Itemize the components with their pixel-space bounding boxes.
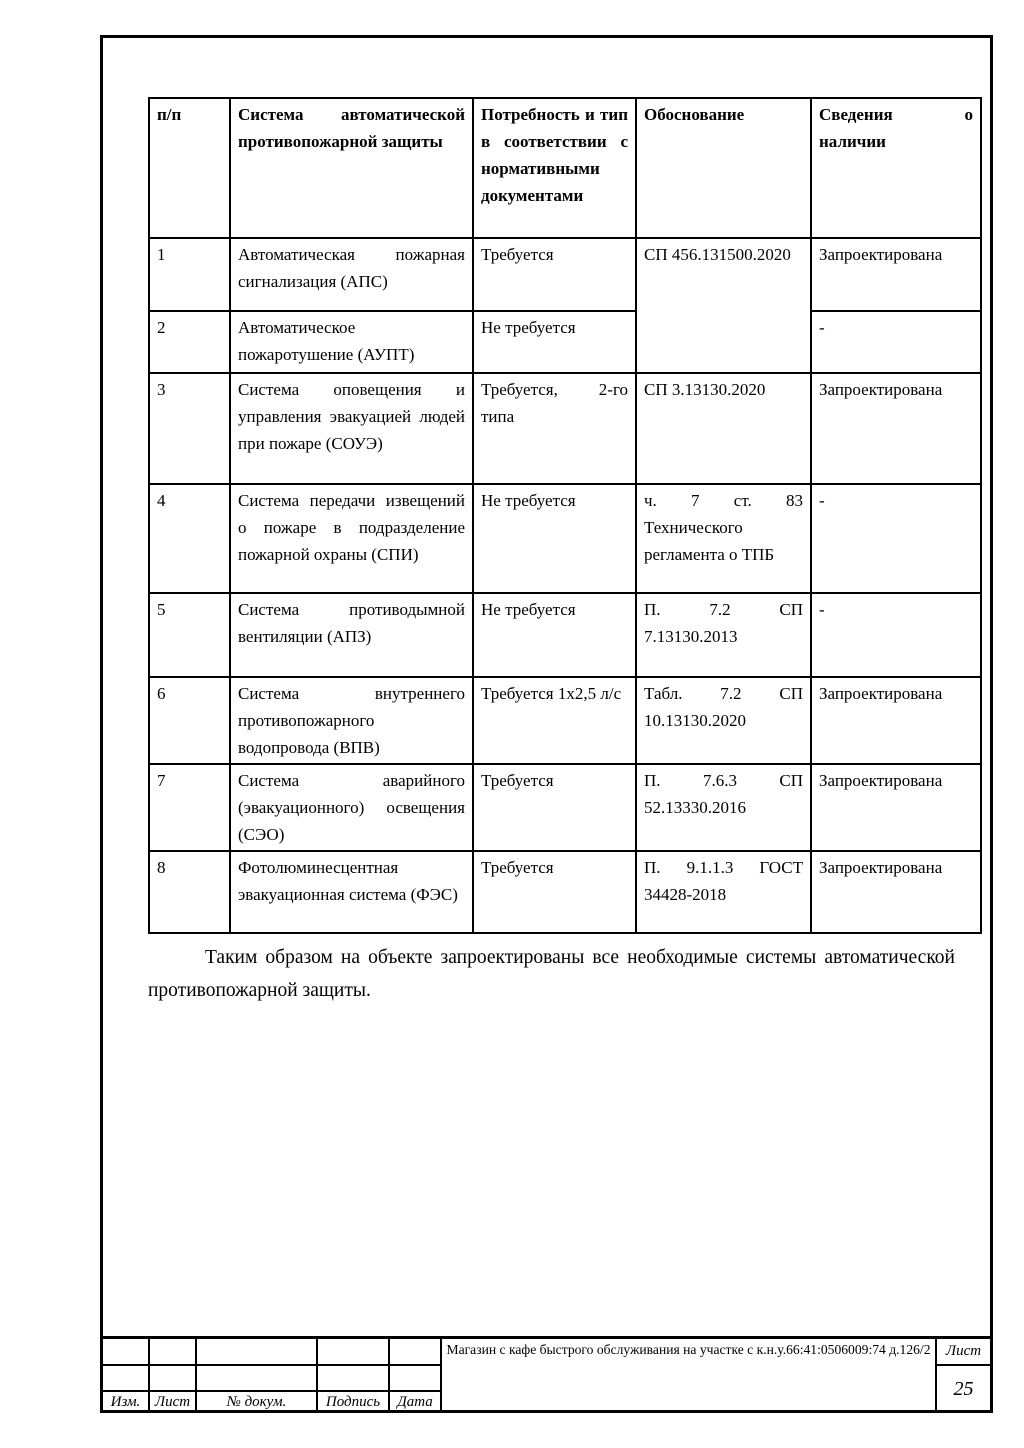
conclusion-paragraph: Таким образом на объекте запроектированы все необходимые системы автоматической противопожарной защиты. bbox=[148, 947, 955, 1001]
sheet-label: Лист bbox=[935, 1339, 990, 1364]
table-row bbox=[149, 484, 981, 593]
titleblock-empty-cell bbox=[148, 1339, 195, 1364]
cell-need: Требуется, 2-го типа bbox=[473, 373, 636, 484]
titleblock-empty-cell bbox=[103, 1364, 148, 1390]
titleblock-empty-cell bbox=[388, 1339, 440, 1364]
cell-availability: - bbox=[811, 593, 981, 677]
label-signature: Подпись bbox=[316, 1390, 388, 1413]
cell-system: Система аварийного (эвакуационного) освещения (СЭО) bbox=[230, 764, 473, 851]
fire-systems-table bbox=[148, 97, 982, 934]
header-system: Система автоматической противопожарной защиты bbox=[230, 98, 473, 238]
cell-availability: - bbox=[811, 311, 981, 373]
table-row bbox=[149, 311, 981, 373]
titleblock-empty-cell bbox=[195, 1339, 316, 1364]
cell-basis: Табл. 7.2 СП 10.13130.2020 bbox=[636, 677, 811, 764]
cell-num: 8 bbox=[149, 851, 230, 933]
cell-system: Фотолюминесцентная эвакуационная система (ФЭС) bbox=[230, 851, 473, 933]
table-row bbox=[149, 677, 981, 764]
page-frame bbox=[100, 35, 993, 1413]
cell-num: 4 bbox=[149, 484, 230, 593]
sheet-number: 25 bbox=[935, 1364, 990, 1413]
table-header-row bbox=[149, 98, 981, 238]
table-row bbox=[149, 238, 981, 311]
cell-system: Система передачи извещений о пожаре в подразделение пожарной охраны (СПИ) bbox=[230, 484, 473, 593]
cell-availability: - bbox=[811, 484, 981, 593]
cell-basis: СП 456.131500.2020 bbox=[636, 238, 811, 373]
titleblock-empty-cell bbox=[316, 1339, 388, 1364]
project-title: Магазин с кафе быстрого обслуживания на участке с к.н.у.66:41:0506009:74 д.126/2 bbox=[440, 1339, 935, 1413]
label-doc-number: № докум. bbox=[195, 1390, 316, 1413]
cell-num: 1 bbox=[149, 238, 230, 311]
header-availability: Сведения о наличии bbox=[811, 98, 981, 238]
label-date: Дата bbox=[388, 1390, 440, 1413]
cell-need: Требуется bbox=[473, 764, 636, 851]
cell-availability: Запроектирована bbox=[811, 238, 981, 311]
header-need: Потребность и тип в соответствии с нормативными документами bbox=[473, 98, 636, 238]
cell-system: Система оповещения и управления эвакуацией людей при пожаре (СОУЭ) bbox=[230, 373, 473, 484]
cell-num: 6 bbox=[149, 677, 230, 764]
label-list: Лист bbox=[148, 1390, 195, 1413]
cell-num: 5 bbox=[149, 593, 230, 677]
cell-need: Требуется 1х2,5 л/с bbox=[473, 677, 636, 764]
cell-num: 3 bbox=[149, 373, 230, 484]
title-block bbox=[103, 1336, 990, 1410]
cell-system: Автоматическая пожарная сигнализация (АПС) bbox=[230, 238, 473, 311]
table-row bbox=[149, 593, 981, 677]
titleblock-empty-cell bbox=[316, 1364, 388, 1390]
cell-need: Не требуется bbox=[473, 484, 636, 593]
cell-basis: СП 3.13130.2020 bbox=[636, 373, 811, 484]
cell-system: Система внутреннего противопожарного водопровода (ВПВ) bbox=[230, 677, 473, 764]
cell-need: Требуется bbox=[473, 238, 636, 311]
header-basis: Обоснование bbox=[636, 98, 811, 238]
titleblock-empty-cell bbox=[103, 1339, 148, 1364]
table-row bbox=[149, 373, 981, 484]
cell-basis: ч. 7 ст. 83 Технического регламента о ТПБ bbox=[636, 484, 811, 593]
cell-availability: Запроектирована bbox=[811, 373, 981, 484]
label-izm: Изм. bbox=[103, 1390, 148, 1413]
cell-availability: Запроектирована bbox=[811, 764, 981, 851]
cell-basis: П. 7.6.3 СП 52.13330.2016 bbox=[636, 764, 811, 851]
titleblock-empty-cell bbox=[388, 1364, 440, 1390]
cell-num: 7 bbox=[149, 764, 230, 851]
cell-system: Система противодымной вентиляции (АПЗ) bbox=[230, 593, 473, 677]
titleblock-empty-cell bbox=[195, 1364, 316, 1390]
titleblock-empty-cell bbox=[148, 1364, 195, 1390]
cell-need: Не требуется bbox=[473, 593, 636, 677]
cell-need: Требуется bbox=[473, 851, 636, 933]
cell-basis: П. 7.2 СП 7.13130.2013 bbox=[636, 593, 811, 677]
cell-need: Не требуется bbox=[473, 311, 636, 373]
cell-num: 2 bbox=[149, 311, 230, 373]
table-row bbox=[149, 764, 981, 851]
cell-basis: П. 9.1.1.3 ГОСТ 34428-2018 bbox=[636, 851, 811, 933]
cell-system: Автоматическое пожаротушение (АУПТ) bbox=[230, 311, 473, 373]
cell-availability: Запроектирована bbox=[811, 851, 981, 933]
cell-availability: Запроектирована bbox=[811, 677, 981, 764]
header-num: п/п bbox=[149, 98, 230, 238]
table-row bbox=[149, 851, 981, 933]
